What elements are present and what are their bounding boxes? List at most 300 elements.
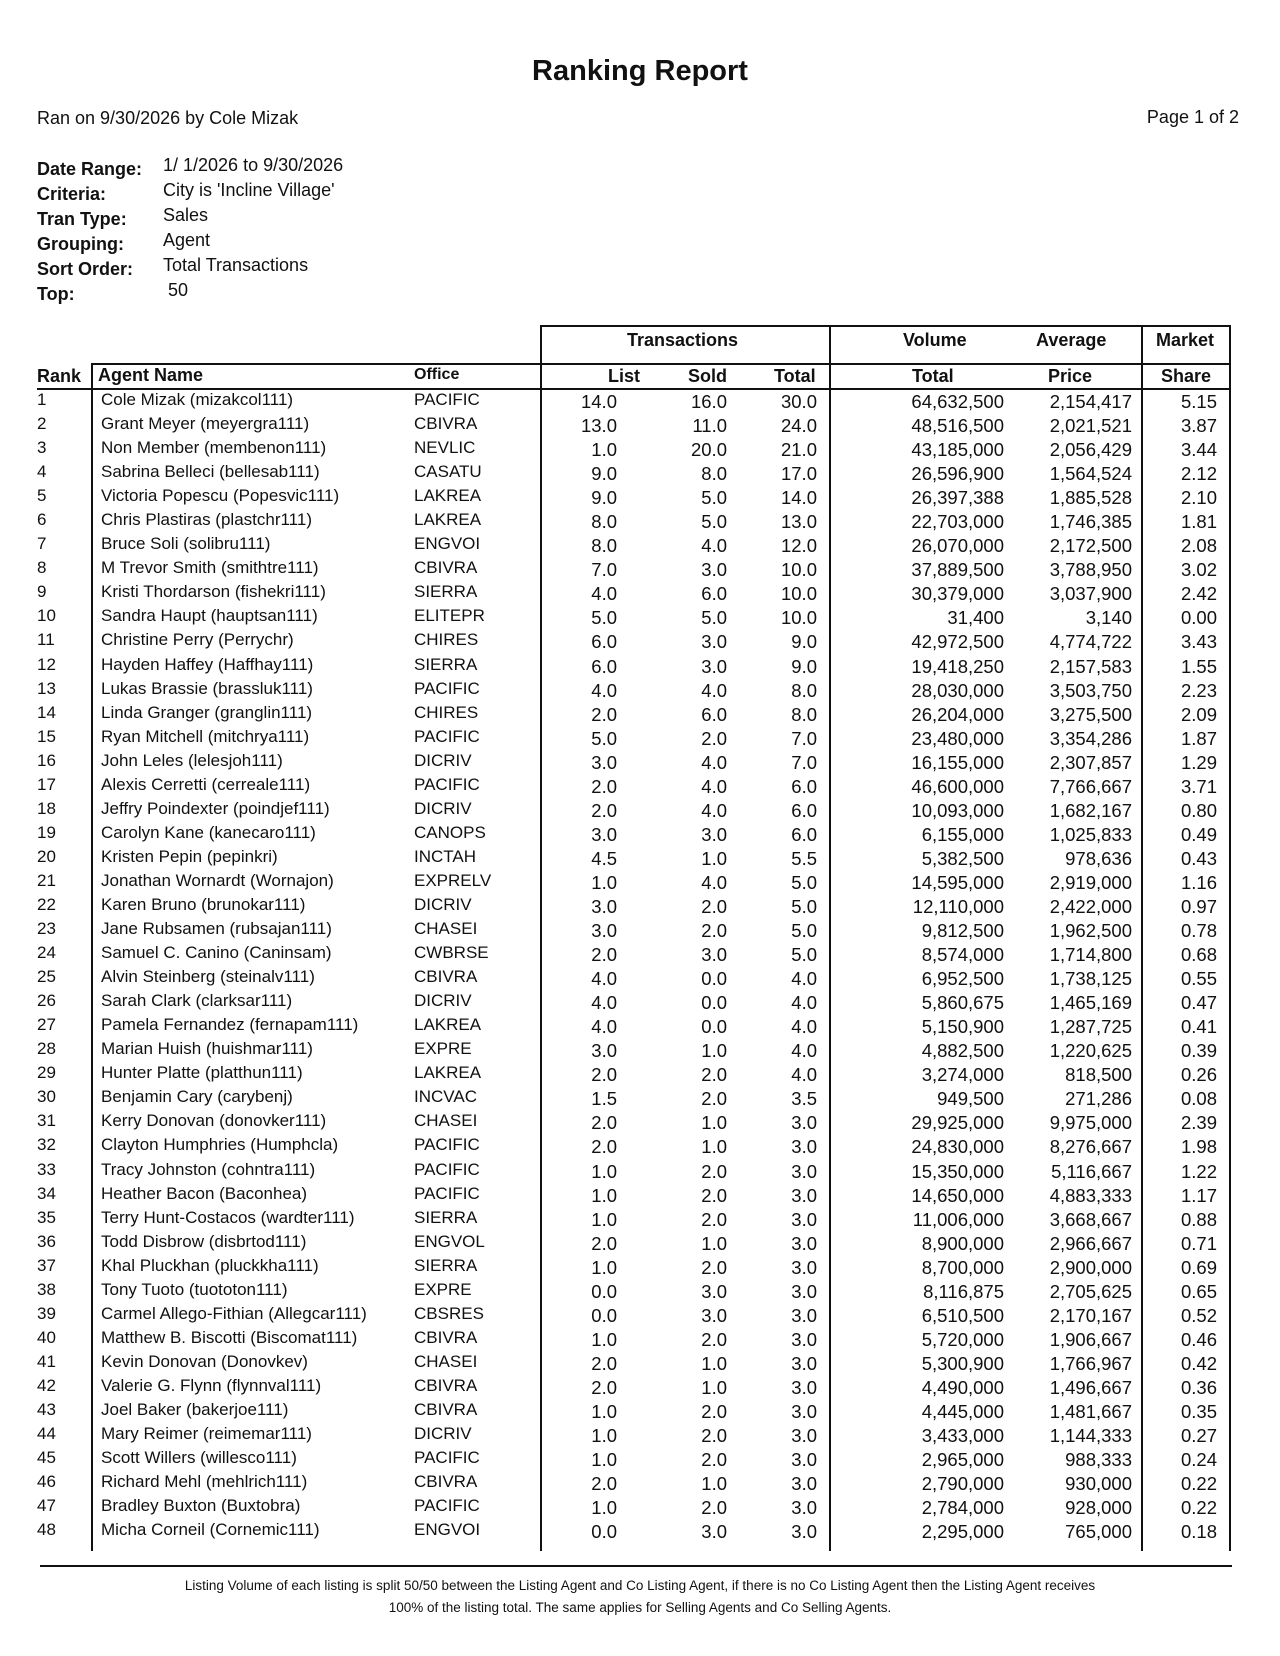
agent-name-cell: Grant Meyer (meyergra111) (101, 414, 310, 434)
rank-cell: 14 (37, 702, 56, 722)
average-price-cell: 5,116,667 (1051, 1160, 1132, 1182)
office-cell: CWBRSE (414, 943, 489, 963)
footer-rule (40, 1565, 1232, 1567)
market-share-cell: 0.47 (1180, 992, 1217, 1014)
agent-name-cell: Sarah Clark (clarksar111) (101, 991, 293, 1011)
rank-cell: 29 (37, 1063, 56, 1083)
total-cell: 21.0 (780, 439, 817, 461)
market-share-cell: 1.87 (1180, 727, 1217, 749)
table-row (0, 606, 1280, 630)
sold-cell: 1.0 (701, 1473, 727, 1495)
rank-cell: 36 (37, 1231, 56, 1251)
average-price-cell: 2,157,583 (1049, 655, 1132, 677)
office-cell: CBSRES (414, 1303, 484, 1323)
list-cell: 4.5 (591, 847, 617, 869)
table-row (0, 1520, 1280, 1544)
average-price-cell: 3,275,500 (1049, 703, 1132, 725)
total-cell: 9.0 (791, 631, 817, 653)
footer-note (0, 1575, 1280, 1619)
total-cell: 3.0 (791, 1473, 817, 1495)
average-price-cell: 2,170,167 (1049, 1304, 1132, 1326)
average-price-cell: 2,966,667 (1049, 1232, 1132, 1254)
market-share-cell: 0.43 (1180, 847, 1217, 869)
volume-total-cell: 8,700,000 (921, 1256, 1004, 1278)
volume-total-cell: 8,900,000 (921, 1232, 1004, 1254)
average-price-cell: 8,276,667 (1049, 1136, 1132, 1158)
volume-total-cell: 4,445,000 (921, 1400, 1004, 1422)
header-market-share: Share (1161, 366, 1212, 386)
list-cell: 2.0 (591, 799, 617, 821)
list-cell: 2.0 (591, 1352, 617, 1374)
agent-name-cell: Sandra Haupt (hauptsan111) (101, 606, 318, 626)
sold-cell: 2.0 (701, 1449, 727, 1471)
table-row (0, 847, 1280, 871)
total-cell: 14.0 (780, 487, 817, 509)
criteria-value: Agent (163, 230, 211, 250)
sold-cell: 4.0 (701, 751, 727, 773)
list-cell: 4.0 (591, 679, 617, 701)
market-share-cell: 1.29 (1180, 751, 1217, 773)
criteria-label: Grouping: (37, 234, 124, 254)
table-row (0, 1063, 1280, 1087)
header-volume-total: Total (912, 366, 954, 386)
table-row (0, 486, 1280, 510)
agent-name-cell: Marian Huish (huishmar111) (101, 1039, 313, 1059)
list-cell: 5.0 (591, 607, 617, 629)
agent-name-cell: Carmel Allego-Fithian (Allegcar111) (101, 1303, 367, 1323)
agent-name-cell: Chris Plastiras (plastchr111) (101, 510, 312, 530)
agent-name-cell: Matthew B. Biscotti (Biscomat111) (101, 1327, 358, 1347)
volume-total-cell: 14,650,000 (911, 1184, 1004, 1206)
table-row (0, 871, 1280, 895)
volume-total-cell: 5,860,675 (921, 992, 1004, 1014)
list-cell: 1.0 (591, 1328, 617, 1350)
volume-total-cell: 12,110,000 (912, 895, 1004, 917)
total-cell: 17.0 (780, 463, 817, 485)
criteria-label: Sort Order: (37, 259, 134, 279)
rank-cell: 25 (37, 967, 56, 987)
rank-cell: 10 (37, 606, 56, 626)
office-cell: CHIRES (414, 702, 479, 722)
rank-cell: 19 (37, 822, 56, 842)
average-price-cell: 1,766,967 (1049, 1352, 1132, 1374)
agent-name-cell: Khal Pluckhan (pluckkha111) (101, 1255, 319, 1275)
sold-cell: 4.0 (701, 871, 727, 893)
market-share-cell: 0.35 (1180, 1400, 1217, 1422)
agent-name-cell: Kristi Thordarson (fishekri111) (101, 582, 326, 602)
table-row (0, 1160, 1280, 1184)
market-share-cell: 1.98 (1180, 1136, 1217, 1158)
office-cell: SIERRA (414, 1207, 478, 1227)
volume-total-cell: 5,150,900 (921, 1016, 1004, 1038)
market-share-cell: 2.39 (1180, 1112, 1217, 1134)
agent-name-cell: Terry Hunt-Costacos (wardter111) (101, 1207, 355, 1227)
header-average-price: Price (1048, 366, 1093, 386)
office-cell: DICRIV (414, 750, 472, 770)
table-row (0, 799, 1280, 823)
agent-name-cell: Kevin Donovan (Donovkev) (101, 1351, 308, 1371)
office-cell: LAKREA (414, 486, 482, 506)
header-volume: Volume (903, 330, 967, 350)
agent-name-cell: Kristen Pepin (pepinkri) (101, 846, 278, 866)
agent-name-cell: Joel Baker (bakerjoe111) (101, 1399, 289, 1419)
total-cell: 3.0 (791, 1112, 817, 1134)
average-price-cell: 1,025,833 (1049, 823, 1132, 845)
total-cell: 5.0 (791, 871, 817, 893)
header-rank: Rank (37, 366, 82, 386)
list-cell: 8.0 (591, 535, 617, 557)
table-row (0, 438, 1280, 462)
list-cell: 1.0 (591, 1425, 617, 1447)
office-cell: PACIFIC (414, 390, 480, 409)
average-price-cell: 1,746,385 (1049, 511, 1132, 533)
market-share-cell: 0.27 (1180, 1425, 1217, 1447)
average-price-cell: 2,900,000 (1049, 1256, 1132, 1278)
agent-name-cell: Alexis Cerretti (cerreale111) (101, 774, 311, 794)
table-row (0, 1352, 1280, 1376)
office-cell: CASATU (414, 462, 482, 482)
market-share-cell: 0.22 (1180, 1473, 1217, 1495)
volume-total-cell: 14,595,000 (911, 871, 1004, 893)
volume-total-cell: 26,596,900 (911, 463, 1004, 485)
volume-total-cell: 16,155,000 (911, 751, 1004, 773)
agent-name-cell: Christine Perry (Perrychr) (101, 630, 294, 650)
table-row (0, 991, 1280, 1015)
average-price-cell: 4,774,722 (1049, 631, 1132, 653)
rank-cell: 48 (37, 1520, 56, 1540)
table-row (0, 558, 1280, 582)
office-cell: CHIRES (414, 630, 479, 650)
rank-cell: 41 (37, 1351, 56, 1371)
table-row (0, 1328, 1280, 1352)
office-cell: EXPRE (414, 1039, 472, 1059)
office-cell: LAKREA (414, 510, 482, 530)
market-share-cell: 0.55 (1180, 968, 1217, 990)
list-cell: 0.0 (591, 1521, 617, 1543)
total-cell: 6.0 (791, 823, 817, 845)
sold-cell: 2.0 (701, 1208, 727, 1230)
office-cell: CBIVRA (414, 967, 478, 987)
volume-total-cell: 6,155,000 (921, 823, 1004, 845)
agent-name-cell: Todd Disbrow (disbrtod111) (101, 1231, 307, 1251)
rank-cell: 42 (37, 1375, 56, 1395)
rank-cell: 26 (37, 991, 56, 1011)
total-cell: 8.0 (791, 679, 817, 701)
market-share-cell: 0.41 (1180, 1016, 1217, 1038)
market-share-cell: 3.44 (1180, 439, 1217, 461)
header-transactions: Transactions (627, 330, 739, 350)
page-number: Page 1 of 2 (1146, 107, 1239, 127)
table-row (0, 1256, 1280, 1280)
list-cell: 4.0 (591, 968, 617, 990)
average-price-cell: 2,705,625 (1049, 1280, 1132, 1302)
table-row (0, 1087, 1280, 1111)
table-row (0, 582, 1280, 606)
rank-cell: 16 (37, 750, 56, 770)
table-body (0, 390, 1280, 1544)
average-price-cell: 988,333 (1065, 1449, 1132, 1471)
market-share-cell: 3.71 (1180, 775, 1217, 797)
total-cell: 30.0 (780, 391, 817, 412)
table-row (0, 534, 1280, 558)
rank-cell: 18 (37, 798, 56, 818)
office-cell: PACIFIC (414, 1135, 480, 1155)
average-price-cell: 2,154,417 (1049, 391, 1132, 412)
volume-total-cell: 8,574,000 (921, 944, 1004, 966)
list-cell: 2.0 (591, 944, 617, 966)
criteria-label: Top: (37, 284, 75, 304)
market-share-cell: 3.02 (1180, 559, 1217, 581)
list-cell: 2.0 (591, 1064, 617, 1086)
agent-name-cell: Kerry Donovan (donovker111) (101, 1111, 327, 1131)
total-cell: 5.0 (791, 895, 817, 917)
office-cell: DICRIV (414, 798, 472, 818)
sold-cell: 2.0 (701, 1425, 727, 1447)
list-cell: 3.0 (591, 1040, 617, 1062)
rank-cell: 30 (37, 1087, 56, 1107)
rank-cell: 5 (37, 486, 47, 506)
rank-cell: 33 (37, 1159, 56, 1179)
total-cell: 7.0 (791, 751, 817, 773)
sold-cell: 4.0 (701, 535, 727, 557)
office-cell: DICRIV (414, 991, 472, 1011)
rank-cell: 6 (37, 510, 47, 530)
rank-cell: 35 (37, 1207, 56, 1227)
volume-total-cell: 22,703,000 (911, 511, 1004, 533)
market-share-cell: 2.12 (1180, 463, 1217, 485)
total-cell: 3.0 (791, 1184, 817, 1206)
footer-line-2: 100% of the listing total. The same applies for Selling Agents and Co Selling Agents. (388, 1600, 892, 1615)
total-cell: 3.0 (791, 1521, 817, 1543)
header-office: Office (414, 366, 460, 383)
volume-total-cell: 6,510,500 (921, 1304, 1004, 1326)
market-share-cell: 0.46 (1180, 1328, 1217, 1350)
agent-name-cell: Carolyn Kane (kanecaro111) (101, 822, 316, 842)
table-row (0, 1304, 1280, 1328)
office-cell: SIERRA (414, 582, 478, 602)
market-share-cell: 0.80 (1180, 799, 1217, 821)
average-price-cell: 1,496,667 (1049, 1376, 1132, 1398)
table-row (0, 1232, 1280, 1256)
total-cell: 4.0 (791, 968, 817, 990)
agent-name-cell: Valerie G. Flynn (flynnval111) (101, 1375, 322, 1395)
market-share-cell: 0.68 (1180, 944, 1217, 966)
table-row (0, 1424, 1280, 1448)
volume-total-cell: 11,006,000 (912, 1208, 1004, 1230)
market-share-cell: 0.26 (1180, 1064, 1217, 1086)
table-row (0, 462, 1280, 486)
list-cell: 1.0 (591, 1497, 617, 1519)
market-share-cell: 0.24 (1180, 1449, 1217, 1471)
agent-name-cell: Tracy Johnston (cohntra111) (101, 1159, 316, 1179)
rank-cell: 43 (37, 1399, 56, 1419)
volume-total-cell: 26,070,000 (911, 535, 1004, 557)
rank-cell: 28 (37, 1039, 56, 1059)
rank-cell: 39 (37, 1303, 56, 1323)
agent-name-cell: Mary Reimer (reimemar111) (101, 1424, 312, 1444)
volume-total-cell: 31,400 (947, 607, 1004, 629)
volume-total-cell: 2,965,000 (921, 1449, 1004, 1471)
list-cell: 2.0 (591, 1473, 617, 1495)
agent-name-cell: Micha Corneil (Cornemic111) (101, 1520, 320, 1540)
office-cell: CBIVRA (414, 414, 478, 434)
total-cell: 3.0 (791, 1400, 817, 1422)
office-cell: PACIFIC (414, 1159, 480, 1179)
table-row (0, 679, 1280, 703)
list-cell: 4.0 (591, 583, 617, 605)
average-price-cell: 3,668,667 (1049, 1208, 1132, 1230)
average-price-cell: 1,682,167 (1049, 799, 1132, 821)
total-cell: 6.0 (791, 799, 817, 821)
market-share-cell: 5.15 (1180, 391, 1217, 412)
rank-cell: 34 (37, 1183, 56, 1203)
table-row (0, 1448, 1280, 1472)
market-share-cell: 0.49 (1180, 823, 1217, 845)
total-cell: 3.0 (791, 1136, 817, 1158)
sold-cell: 2.0 (701, 1256, 727, 1278)
criteria-label: Criteria: (37, 184, 107, 204)
table-row (0, 919, 1280, 943)
sold-cell: 1.0 (701, 1136, 727, 1158)
criteria-value: Sales (163, 205, 209, 225)
table-row (0, 823, 1280, 847)
list-cell: 1.0 (591, 871, 617, 893)
list-cell: 2.0 (591, 775, 617, 797)
office-cell: PACIFIC (414, 1183, 480, 1203)
volume-total-cell: 6,952,500 (921, 968, 1004, 990)
total-cell: 3.0 (791, 1449, 817, 1471)
market-share-cell: 0.78 (1180, 920, 1217, 942)
rank-cell: 46 (37, 1472, 56, 1492)
office-cell: INCTAH (414, 846, 477, 866)
market-share-cell: 1.22 (1180, 1160, 1217, 1182)
volume-total-cell: 29,925,000 (911, 1112, 1004, 1134)
office-cell: DICRIV (414, 1424, 472, 1444)
rank-cell: 20 (37, 846, 56, 866)
list-cell: 14.0 (580, 391, 617, 412)
market-share-cell: 0.42 (1180, 1352, 1217, 1374)
sold-cell: 2.0 (701, 1400, 727, 1422)
market-share-cell: 2.08 (1180, 535, 1217, 557)
rank-cell: 1 (37, 390, 47, 409)
table-row (0, 630, 1280, 654)
sold-cell: 3.0 (701, 559, 727, 581)
average-price-cell: 930,000 (1065, 1473, 1132, 1495)
total-cell: 4.0 (791, 992, 817, 1014)
market-share-cell: 2.09 (1180, 703, 1217, 725)
agent-name-cell: Alvin Steinberg (steinalv111) (101, 967, 315, 987)
sold-cell: 3.0 (701, 1521, 727, 1543)
rank-cell: 31 (37, 1111, 56, 1131)
average-price-cell: 1,144,333 (1049, 1425, 1132, 1447)
total-cell: 3.0 (791, 1256, 817, 1278)
sold-cell: 1.0 (701, 847, 727, 869)
office-cell: CBIVRA (414, 1399, 478, 1419)
sold-cell: 1.0 (701, 1040, 727, 1062)
sold-cell: 2.0 (701, 1328, 727, 1350)
office-cell: ENGVOI (414, 534, 481, 554)
criteria-value: 50 (168, 280, 189, 300)
agent-name-cell: Pamela Fernandez (fernapam111) (101, 1015, 359, 1035)
total-cell: 13.0 (780, 511, 817, 533)
sold-cell: 8.0 (701, 463, 727, 485)
table-row (0, 1496, 1280, 1520)
market-share-cell: 0.08 (1180, 1088, 1217, 1110)
rank-cell: 3 (37, 438, 47, 458)
table-row (0, 1111, 1280, 1135)
volume-total-cell: 3,274,000 (921, 1064, 1004, 1086)
total-cell: 3.0 (791, 1304, 817, 1326)
table-row (0, 1135, 1280, 1159)
volume-total-cell: 5,720,000 (921, 1328, 1004, 1350)
list-cell: 7.0 (591, 559, 617, 581)
agent-name-cell: Bruce Soli (solibru111) (101, 534, 271, 554)
table-rule (91, 363, 1230, 365)
header-market: Market (1156, 330, 1215, 350)
sold-cell: 16.0 (690, 391, 727, 412)
office-cell: EXPRE (414, 1279, 472, 1299)
list-cell: 0.0 (591, 1304, 617, 1326)
sold-cell: 6.0 (701, 703, 727, 725)
volume-total-cell: 9,812,500 (921, 920, 1004, 942)
market-share-cell: 0.71 (1180, 1232, 1217, 1254)
rank-cell: 7 (37, 534, 47, 554)
office-cell: CBIVRA (414, 1375, 478, 1395)
total-cell: 3.0 (791, 1352, 817, 1374)
sold-cell: 1.0 (701, 1232, 727, 1254)
average-price-cell: 2,422,000 (1049, 895, 1132, 917)
average-price-cell: 3,503,750 (1049, 679, 1132, 701)
footer-line-1: Listing Volume of each listing is split 50/50 between the Listing Agent and Co Listing Agent, if there is no Co Listing Agent then the Listing Agent receives (184, 1578, 1096, 1593)
total-cell: 4.0 (791, 1016, 817, 1038)
agent-name-cell: Tony Tuoto (tuototon111) (101, 1279, 288, 1299)
volume-total-cell: 64,632,500 (911, 391, 1004, 412)
table-row (0, 1376, 1280, 1400)
volume-total-cell: 949,500 (937, 1088, 1004, 1110)
total-cell: 3.0 (791, 1280, 817, 1302)
sold-cell: 4.0 (701, 799, 727, 821)
total-cell: 10.0 (780, 559, 817, 581)
office-cell: CBIVRA (414, 558, 478, 578)
rank-cell: 40 (37, 1327, 56, 1347)
average-price-cell: 2,056,429 (1049, 439, 1132, 461)
volume-total-cell: 3,433,000 (921, 1425, 1004, 1447)
sold-cell: 4.0 (701, 679, 727, 701)
list-cell: 6.0 (591, 631, 617, 653)
agent-name-cell: Victoria Popescu (Popesvic111) (101, 486, 340, 506)
table-row (0, 655, 1280, 679)
rank-cell: 8 (37, 558, 47, 578)
office-cell: CBIVRA (414, 1327, 478, 1347)
rank-cell: 45 (37, 1448, 56, 1468)
average-price-cell: 1,738,125 (1049, 968, 1132, 990)
market-share-cell: 0.88 (1180, 1208, 1217, 1230)
market-share-cell: 1.81 (1180, 511, 1217, 533)
volume-total-cell: 10,093,000 (911, 799, 1004, 821)
table-row (0, 1184, 1280, 1208)
office-cell: ELITEPR (414, 606, 485, 626)
office-cell: PACIFIC (414, 726, 480, 746)
volume-total-cell: 5,300,900 (921, 1352, 1004, 1374)
market-share-cell: 2.23 (1180, 679, 1217, 701)
table-row (0, 1280, 1280, 1304)
rank-cell: 38 (37, 1279, 56, 1299)
volume-total-cell: 48,516,500 (911, 415, 1004, 437)
header-average: Average (1036, 330, 1107, 350)
table-row (0, 895, 1280, 919)
market-share-cell: 1.16 (1180, 871, 1217, 893)
agent-name-cell: Jonathan Wornardt (Wornajon) (101, 870, 334, 890)
